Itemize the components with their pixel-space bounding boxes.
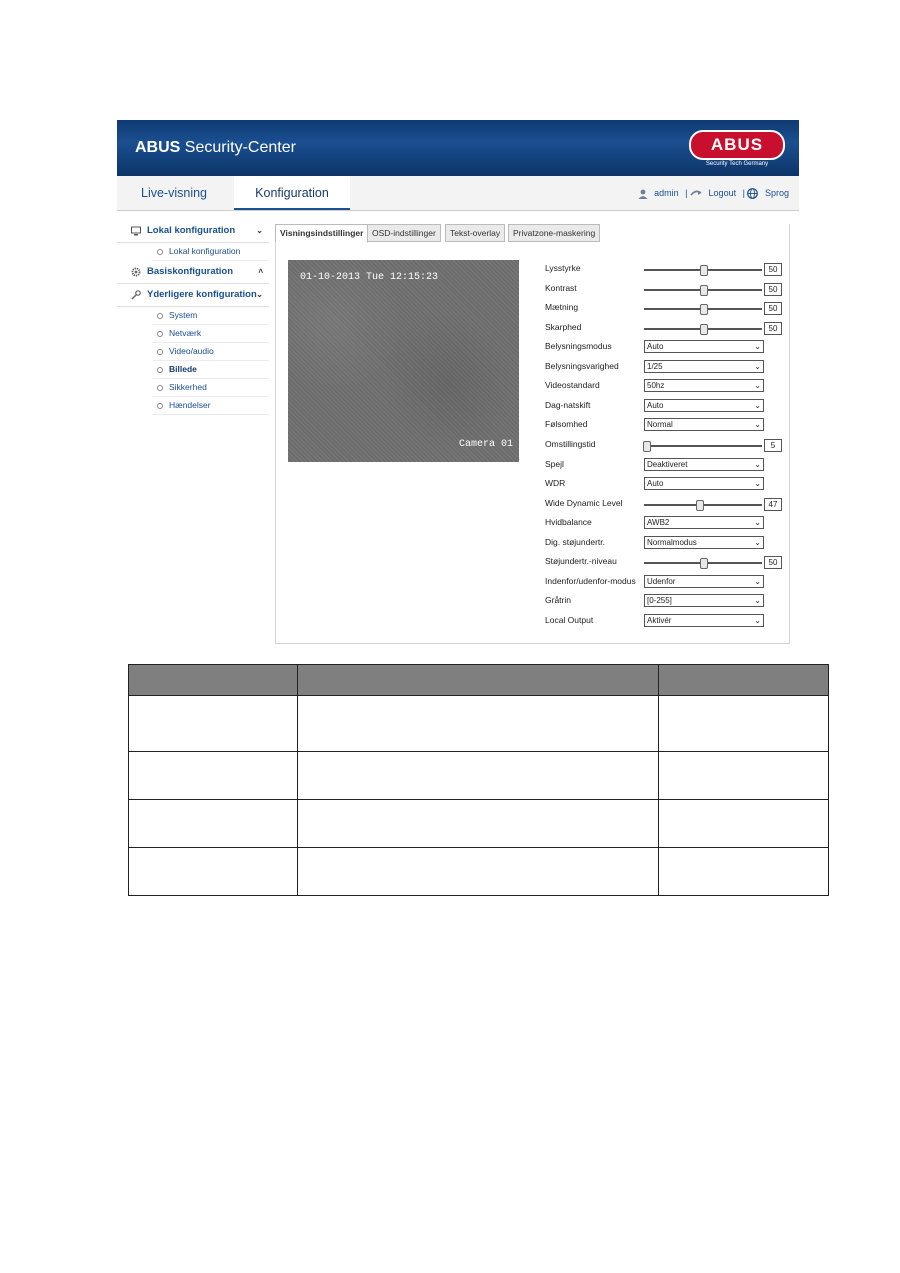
table-row xyxy=(129,800,829,848)
chevron-down-icon: ⌄ xyxy=(754,479,761,489)
table-header-cell xyxy=(298,665,659,696)
setting-value-field[interactable]: 50 xyxy=(764,302,782,315)
sidebar-section-yderligere[interactable] xyxy=(117,284,269,307)
bullet-icon xyxy=(157,367,163,373)
sidebar-section-label: Lokal konfiguration xyxy=(147,225,236,236)
setting-label: Lysstyrke xyxy=(545,263,581,273)
slider-handle[interactable] xyxy=(700,304,708,315)
setting-row xyxy=(545,338,785,357)
setting-select[interactable] xyxy=(644,536,764,549)
setting-row xyxy=(545,495,785,514)
bullet-icon xyxy=(157,385,163,391)
table-cell xyxy=(129,848,298,896)
setting-label: Følsomhed xyxy=(545,419,588,430)
username[interactable]: admin xyxy=(654,188,679,198)
chevron-down-icon: ⌄ xyxy=(256,226,263,235)
sidebar-item-label: Sikkerhed xyxy=(169,382,207,392)
select-value: Normal xyxy=(647,420,673,430)
table-cell xyxy=(659,752,829,800)
logout-icon xyxy=(690,189,702,198)
slider-handle[interactable] xyxy=(700,285,708,296)
chevron-down-icon: ⌄ xyxy=(754,381,761,391)
screenshot xyxy=(117,120,799,643)
setting-label: Kontrast xyxy=(545,282,577,293)
header-banner xyxy=(117,120,799,176)
sidebar-item-label: Netværk xyxy=(169,328,202,338)
separator: | xyxy=(685,188,688,198)
setting-select[interactable] xyxy=(644,360,764,373)
sidebar-item-label: Lokal konfiguration xyxy=(169,246,241,256)
setting-row xyxy=(545,299,785,318)
setting-slider[interactable] xyxy=(644,504,762,506)
setting-row xyxy=(545,260,785,279)
setting-label: Indenfor/udenfor-modus xyxy=(545,575,636,586)
camera-label: Camera 01 xyxy=(458,439,513,450)
setting-select[interactable] xyxy=(644,477,764,490)
setting-label: Støjundertr.-niveau xyxy=(545,556,617,567)
user-bar xyxy=(638,176,789,210)
setting-value-field[interactable]: 50 xyxy=(764,283,782,296)
setting-label: Local Output xyxy=(545,614,594,625)
setting-value-field[interactable]: 47 xyxy=(764,498,782,511)
setting-row xyxy=(545,475,785,494)
main-nav xyxy=(117,176,799,211)
setting-label: Hvidbalance xyxy=(545,517,592,528)
logout-link[interactable]: Logout xyxy=(708,188,737,198)
setting-row xyxy=(545,358,785,377)
chevron-down-icon: ⌄ xyxy=(754,596,761,606)
chevron-down-icon: ⌄ xyxy=(754,420,761,430)
app-title: ABUS Security-Center xyxy=(135,139,296,156)
tab-live-visning[interactable]: Live-visning xyxy=(141,186,208,200)
sidebar-item-system[interactable] xyxy=(153,307,269,325)
chevron-down-icon: ⌄ xyxy=(754,537,761,547)
setting-row xyxy=(545,553,785,572)
chevron-down-icon: ⌄ xyxy=(754,400,761,410)
table-cell xyxy=(659,696,829,752)
chevron-down-icon: ⌄ xyxy=(754,615,761,625)
table-cell xyxy=(659,848,829,896)
tab-osd-indstillinger[interactable]: OSD-indstillinger xyxy=(367,224,441,242)
setting-label: Spejl xyxy=(545,458,564,469)
bullet-icon xyxy=(157,249,163,255)
setting-label: Mætning xyxy=(545,302,579,313)
setting-value-field[interactable]: 50 xyxy=(764,556,782,569)
video-preview xyxy=(288,260,519,462)
setting-label: Videostandard xyxy=(545,380,600,391)
sidebar-item-video-audio[interactable] xyxy=(153,343,269,361)
select-value: Auto xyxy=(647,479,664,489)
select-value: 50hz xyxy=(647,381,665,391)
table-cell xyxy=(659,800,829,848)
sidebar-item-sikkerhed[interactable] xyxy=(153,379,269,397)
video-timestamp: 01-10-2013 Tue 12:15:23 xyxy=(300,272,439,283)
setting-row xyxy=(545,280,785,299)
setting-select[interactable] xyxy=(644,458,764,471)
slider-handle[interactable] xyxy=(700,265,708,276)
parameter-table xyxy=(128,664,829,896)
table-cell xyxy=(129,752,298,800)
setting-row xyxy=(545,377,785,396)
sidebar-item-label: Billede xyxy=(169,364,197,374)
select-value: AWB2 xyxy=(647,518,670,528)
table-cell xyxy=(298,752,659,800)
slider-handle[interactable] xyxy=(700,324,708,335)
sidebar-section-label: Basiskonfiguration xyxy=(147,266,234,277)
setting-slider[interactable] xyxy=(644,445,762,447)
bullet-icon xyxy=(157,349,163,355)
table-header-cell xyxy=(659,665,829,696)
setting-select[interactable] xyxy=(644,340,764,353)
globe-icon xyxy=(747,188,758,199)
abus-logo: ABUS xyxy=(689,130,785,160)
table-cell xyxy=(129,696,298,752)
setting-row xyxy=(545,436,785,455)
sidebar-section-basis[interactable] xyxy=(117,261,269,284)
table-cell xyxy=(298,848,659,896)
sidebar-item-lokal-konfiguration[interactable] xyxy=(153,243,269,261)
slider-handle[interactable] xyxy=(643,441,651,452)
setting-label: Omstillingstid xyxy=(545,438,596,449)
setting-label: Dig. støjundertr. xyxy=(545,536,605,547)
select-value: Auto xyxy=(647,342,664,352)
select-value: 1/25 xyxy=(647,361,663,371)
chevron-down-icon: ⌄ xyxy=(754,459,761,469)
table-cell xyxy=(298,800,659,848)
setting-row xyxy=(545,573,785,592)
setting-slider[interactable] xyxy=(644,328,762,330)
setting-slider[interactable] xyxy=(644,289,762,291)
setting-row xyxy=(545,612,785,631)
setting-row xyxy=(545,319,785,338)
setting-label: Belysningsmodus xyxy=(545,341,612,352)
table-header-row xyxy=(129,665,829,696)
language-link[interactable]: Sprog xyxy=(764,188,789,198)
sidebar xyxy=(117,220,269,415)
setting-value-field[interactable]: 50 xyxy=(764,263,782,276)
setting-row xyxy=(545,456,785,475)
select-value: Aktivér xyxy=(647,615,672,625)
tab-konfiguration[interactable]: Konfiguration xyxy=(234,176,350,210)
tab-privatzone-maskering[interactable]: Privatzone-maskering xyxy=(508,224,600,242)
setting-value-field[interactable]: 5 xyxy=(764,439,782,452)
select-value: Normalmodus xyxy=(647,537,697,547)
select-value: Auto xyxy=(647,400,664,410)
table-header-cell xyxy=(129,665,298,696)
setting-select[interactable] xyxy=(644,418,764,431)
slider-handle[interactable] xyxy=(700,558,708,569)
setting-select[interactable] xyxy=(644,594,764,607)
setting-label: Dag-natskift xyxy=(545,399,591,410)
setting-label: Skarphed xyxy=(545,321,582,332)
setting-label: Belysningsvarighed xyxy=(545,360,619,371)
separator: | xyxy=(742,188,745,198)
setting-select[interactable] xyxy=(644,575,764,588)
wrench-icon xyxy=(131,290,141,300)
chevron-down-icon: ⌄ xyxy=(754,576,761,586)
setting-row xyxy=(545,592,785,611)
sidebar-item-label: Hændelser xyxy=(169,400,211,410)
gear-icon xyxy=(131,267,141,277)
chevron-down-icon: ⌄ xyxy=(754,361,761,371)
sidebar-item-billede[interactable] xyxy=(153,361,269,379)
setting-row xyxy=(545,534,785,553)
select-value: Deaktiveret xyxy=(647,459,688,469)
setting-slider[interactable] xyxy=(644,308,762,310)
chevron-up-icon: ˄ xyxy=(258,267,263,276)
select-value: [0-255] xyxy=(647,596,672,606)
sidebar-item-label: Video/audio xyxy=(169,346,214,356)
setting-label: WDR xyxy=(545,478,566,489)
sidebar-item-haendelser[interactable] xyxy=(153,397,269,415)
table-cell xyxy=(298,696,659,752)
table-cell xyxy=(129,800,298,848)
table-row xyxy=(129,696,829,752)
setting-slider[interactable] xyxy=(644,562,762,564)
setting-select[interactable] xyxy=(644,516,764,529)
setting-select[interactable] xyxy=(644,614,764,627)
chevron-down-icon: ⌄ xyxy=(256,290,263,299)
setting-row xyxy=(545,397,785,416)
user-icon xyxy=(638,189,648,199)
setting-select[interactable] xyxy=(644,399,764,412)
bullet-icon xyxy=(157,331,163,337)
select-value: Udenfor xyxy=(647,576,676,586)
slider-handle[interactable] xyxy=(696,500,704,511)
table-row xyxy=(129,848,829,896)
tab-visningsindstillinger[interactable]: Visningsindstillinger xyxy=(275,224,368,243)
bullet-icon xyxy=(157,313,163,319)
chevron-down-icon: ⌄ xyxy=(754,342,761,352)
chevron-down-icon: ⌄ xyxy=(754,518,761,528)
setting-value-field[interactable]: 50 xyxy=(764,322,782,335)
setting-row xyxy=(545,514,785,533)
table-row xyxy=(129,752,829,800)
sidebar-item-netvaerk[interactable] xyxy=(153,325,269,343)
sidebar-section-label: Yderligere konfiguration xyxy=(147,289,257,300)
setting-select[interactable] xyxy=(644,379,764,392)
setting-label: Gråtrin xyxy=(545,595,571,606)
setting-row xyxy=(545,416,785,435)
setting-label: Wide Dynamic Level xyxy=(545,497,623,508)
sidebar-item-label: System xyxy=(169,310,198,320)
computer-icon xyxy=(131,226,141,236)
bullet-icon xyxy=(157,403,163,409)
tab-tekst-overlay[interactable]: Tekst-overlay xyxy=(445,224,505,242)
sidebar-section-lokal[interactable] xyxy=(117,220,269,243)
setting-slider[interactable] xyxy=(644,269,762,271)
logo-subtitle: Security Tech Germany xyxy=(705,161,769,167)
